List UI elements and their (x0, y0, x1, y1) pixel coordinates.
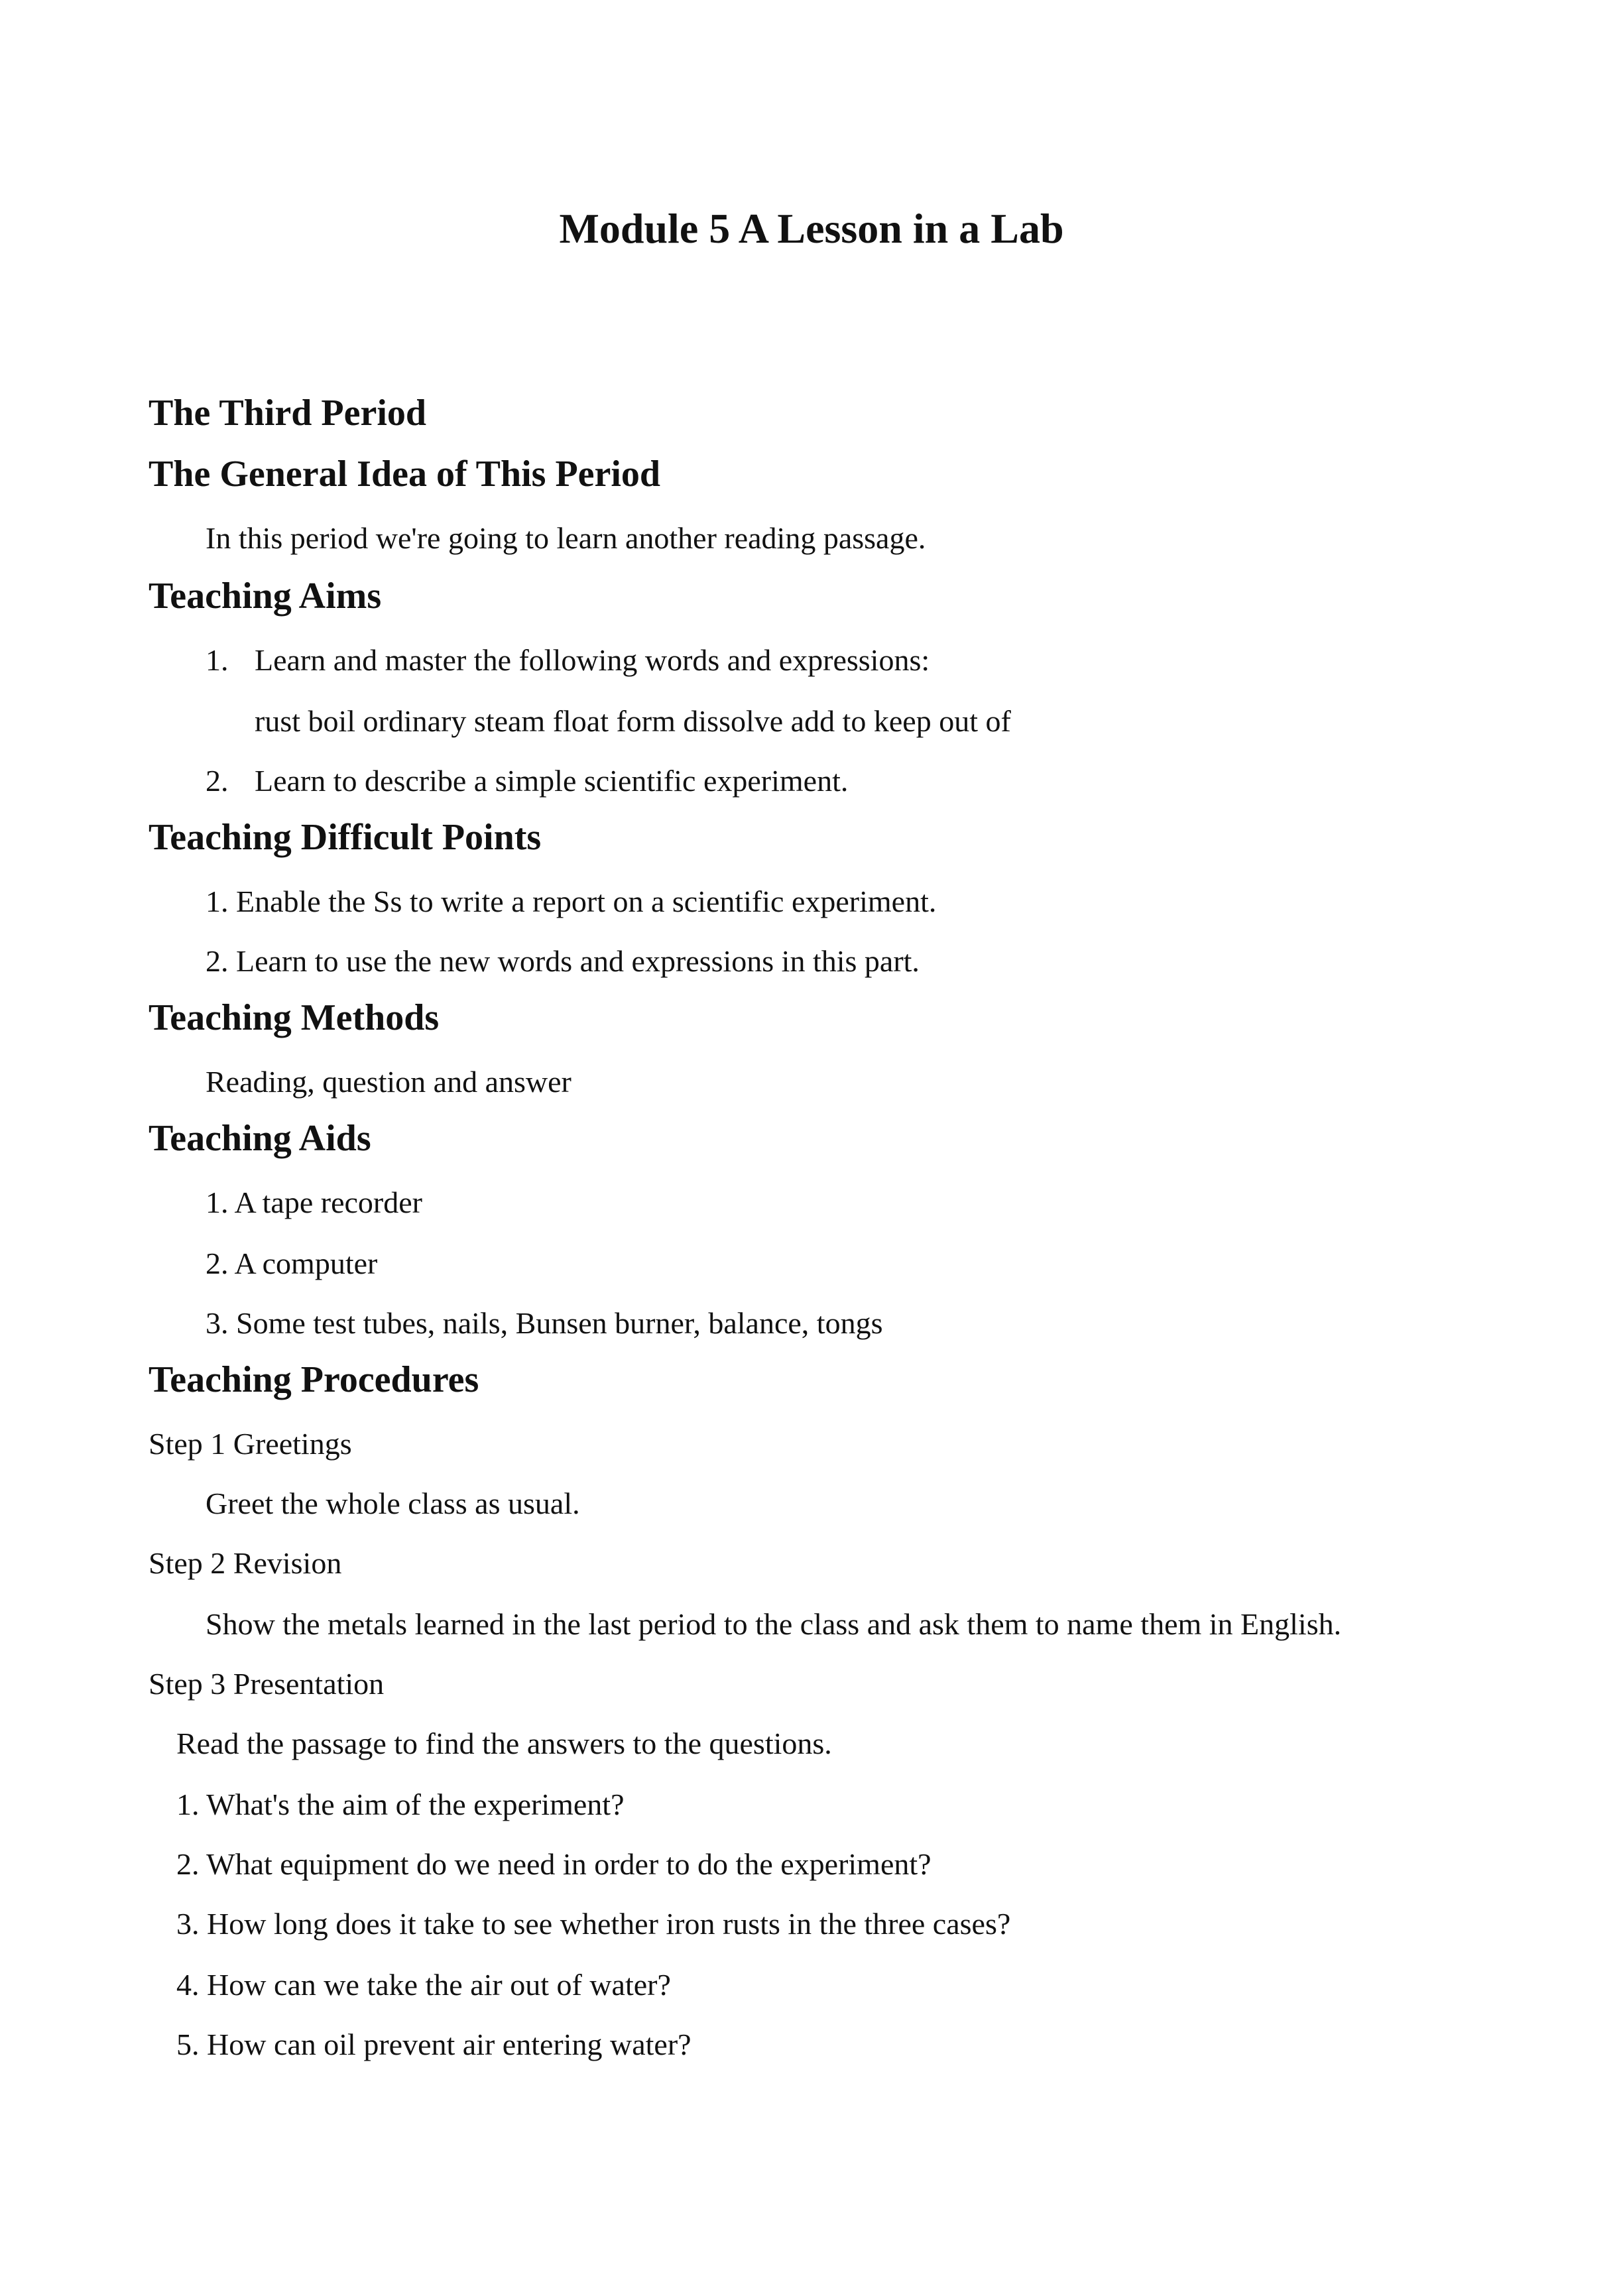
aids-heading: Teaching Aids (149, 1118, 371, 1159)
general-idea-text: In this period we're going to learn another reading passage. (206, 521, 926, 555)
difficult-points-heading: Teaching Difficult Points (149, 817, 542, 858)
difficult-point-2: 2. Learn to use the new words and expressions in this part. (206, 944, 920, 978)
question-4: 4. How can we take the air out of water? (176, 1968, 671, 2002)
difficult-point-1: 1. Enable the Ss to write a report on a scientific experiment. (206, 884, 937, 918)
question-2: 2. What equipment do we need in order to do the experiment? (176, 1847, 932, 1881)
methods-heading: Teaching Methods (149, 997, 440, 1038)
general-idea-heading: The General Idea of This Period (149, 453, 661, 495)
aims-item-2-number: 2. (206, 764, 229, 798)
aims-item-1-number: 1. (206, 643, 229, 677)
aims-item-2: Learn to describe a simple scientific experiment. (255, 764, 849, 798)
aid-item-1: 1. A tape recorder (206, 1185, 422, 1219)
step-3-label: Step 3 Presentation (149, 1667, 385, 1701)
step-2-text: Show the metals learned in the last period to the class and ask them to name them in English. (206, 1607, 1342, 1641)
aid-item-2: 2. A computer (206, 1246, 378, 1280)
step-1-text: Greet the whole class as usual. (206, 1486, 580, 1520)
methods-text: Reading, question and answer (206, 1065, 571, 1099)
question-3: 3. How long does it take to see whether iron rusts in the three cases? (176, 1907, 1011, 1941)
step-2-label: Step 2 Revision (149, 1546, 342, 1580)
aid-item-3: 3. Some test tubes, nails, Bunsen burner, balance, tongs (206, 1306, 883, 1340)
step-3-text: Read the passage to find the answers to the questions. (176, 1726, 832, 1760)
procedures-heading: Teaching Procedures (149, 1359, 479, 1400)
step-1-label: Step 1 Greetings (149, 1427, 352, 1461)
aims-word-list: rust boil ordinary steam float form dissolve add to keep out of (255, 704, 1011, 738)
aims-item-1: Learn and master the following words and expressions: (255, 643, 930, 677)
page-title: Module 5 A Lesson in a Lab (559, 205, 1064, 252)
aims-heading: Teaching Aims (149, 575, 382, 617)
question-1: 1. What's the aim of the experiment? (176, 1787, 625, 1821)
period-heading: The Third Period (149, 393, 427, 434)
question-5: 5. How can oil prevent air entering water? (176, 2027, 691, 2061)
